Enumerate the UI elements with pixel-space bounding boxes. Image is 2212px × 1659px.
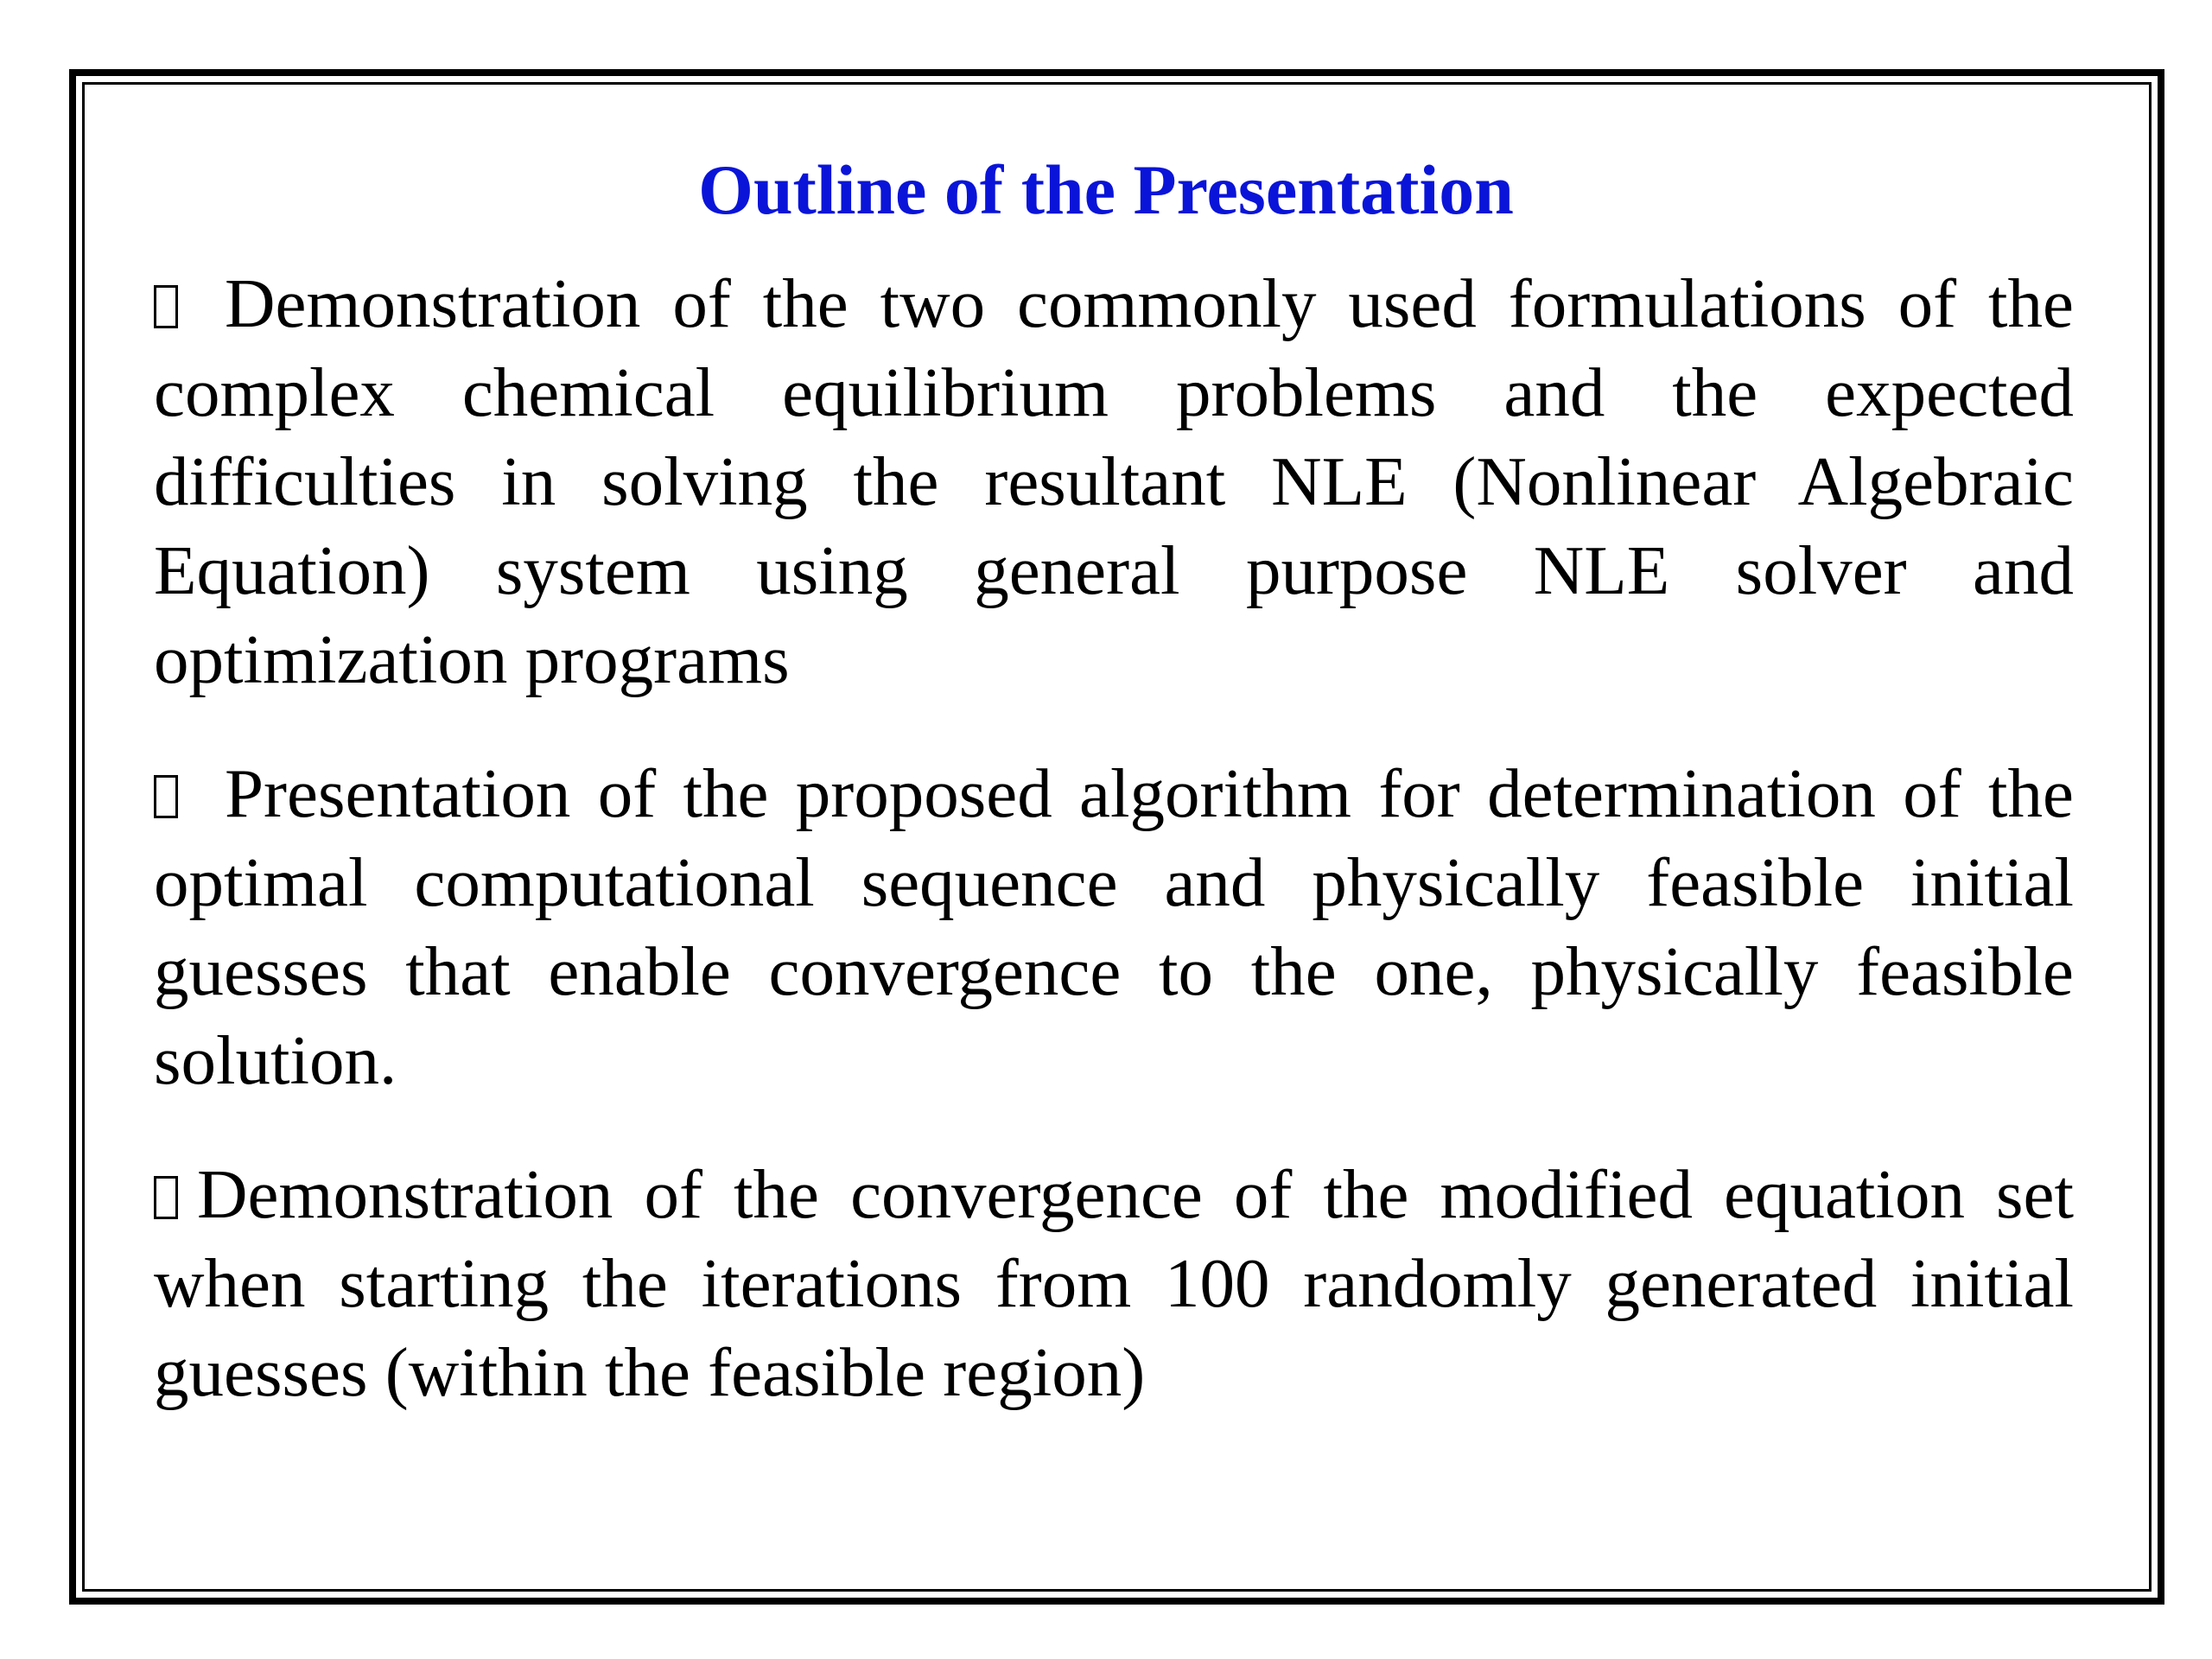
bullet-item: [154, 1150, 2074, 1417]
square-bullet-icon: [154, 775, 178, 818]
bullet-item: [154, 749, 2074, 1105]
bullet-text: Demonstration of the two commonly used formulations of the complex chemical equilibrium problems and the expected difficulties in solving the resultant NLE (Nonlinear Algebraic Equation) system using general purpose NLE solver and optimization programs: [154, 264, 2074, 698]
bullet-text: Presentation of the proposed algorithm for determination of the optimal computational sequence and physically feasible initial guesses that enable convergence to the one, physically feasible solution.: [154, 754, 2074, 1099]
slide-title: Outline of the Presentation: [698, 150, 1514, 229]
square-bullet-icon: [154, 285, 178, 328]
bullet-text: Demonstration of the convergence of the modified equation set when starting the iterations from 100 randomly generated initial guesses (within the feasible region): [154, 1155, 2074, 1411]
square-bullet-icon: [154, 1176, 178, 1219]
bullet-item: [154, 259, 2074, 704]
bullet-list: [154, 259, 2074, 1462]
